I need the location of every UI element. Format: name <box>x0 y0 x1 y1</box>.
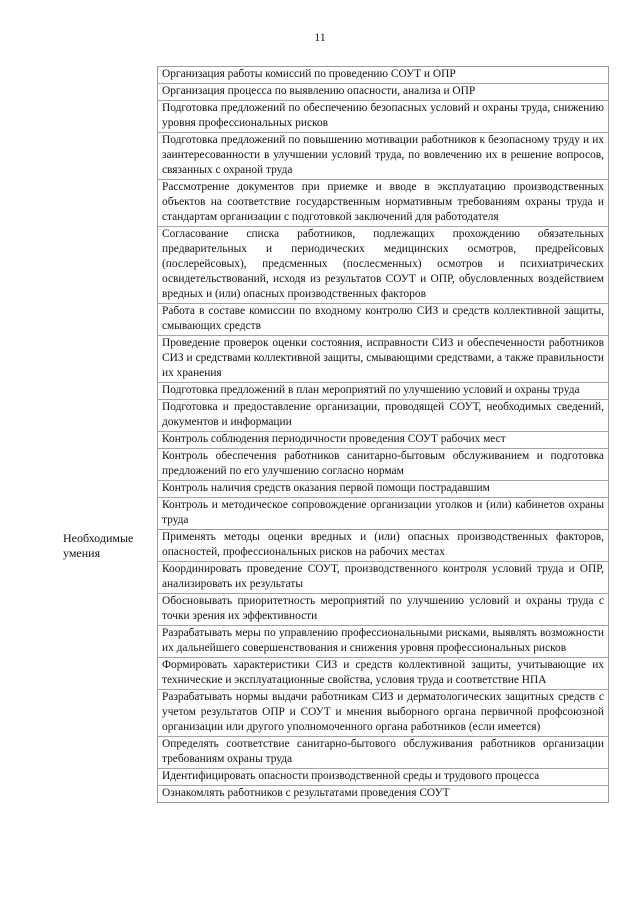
list-item: Согласование списка работников, подлежащих прохождению обязательных предварительных и периодических медицинских осмотров, предрейсовых (послерейсовых), предсменных (послесменных) осмотров и психиатрических освидетельствований, исходя из результатов СОУТ и ОПР, обусловленных воздействием вредных и (или) опасных производственных факторов <box>158 227 608 304</box>
section-label: Необходимые умения <box>63 531 134 560</box>
list-item: Разрабатывать меры по управлению профессиональными рисками, выявлять возможности их дальнейшего совершенствования и снижения уровня профессиональных рисков <box>158 626 608 658</box>
section-row-labor-functions <box>59 67 609 530</box>
list-item: Разрабатывать нормы выдачи работникам СИЗ и дерматологических защитных средств с учетом результатов ОПР и СОУТ и мнения выборного органа первичной профсоюзной организации или другого уполномоченного органа работников (если имеется) <box>158 690 608 737</box>
list-item: Идентифицировать опасности производственной среды и трудового процесса <box>158 769 608 786</box>
list-item: Обосновывать приоритетность мероприятий по улучшению условий и охраны труда с точки зрения их эффективности <box>158 594 608 626</box>
section-items-cell <box>158 530 609 803</box>
list-item: Организация работы комиссий по проведению СОУТ и ОПР <box>158 67 608 84</box>
section-label <box>59 67 157 68</box>
list-item: Координировать проведение СОУТ, производственного контроля условий труда и ОПР, анализировать их результаты <box>158 562 608 594</box>
list-item: Подготовка предложений по обеспечению безопасных условий и охраны труда, снижению уровня профессиональных рисков <box>158 101 608 133</box>
list-item: Контроль соблюдения периодичности проведения СОУТ рабочих мест <box>158 432 608 449</box>
section-items-cell <box>158 67 609 530</box>
list-item: Применять методы оценки вредных и (или) опасных производственных факторов, опасностей, профессиональных рисков на рабочих местах <box>158 530 608 562</box>
list-item: Подготовка и предоставление организации, проводящей СОУТ, необходимых сведений, документов и информации <box>158 400 608 432</box>
list-item: Контроль и методическое сопровождение организации уголков и (или) кабинетов охраны труда <box>162 499 604 526</box>
list-item: Организация процесса по выявлению опасности, анализа и ОПР <box>158 84 608 101</box>
list-item: Проведение проверок оценки состояния, исправности СИЗ и обеспеченности работников СИЗ и средствами коллективной защиты, смывающими средствами, а также правильности их хранения <box>158 336 608 383</box>
list-item: Контроль обеспечения работников санитарно-бытовым обслуживанием и подготовка предложений по его улучшению согласно нормам <box>158 449 608 481</box>
page-number: 11 <box>314 30 326 44</box>
section-label-cell <box>59 67 158 530</box>
list-item: Ознакомлять работников с результатами проведения СОУТ <box>162 787 450 799</box>
list-item: Формировать характеристики СИЗ и средств коллективной защиты, учитывающие их технические и эксплуатационные свойства, условия труда и соответствие НПА <box>158 658 608 690</box>
list-item: Определять соответствие санитарно-бытового обслуживания работников организации требованиям охраны труда <box>158 737 608 769</box>
section-row-required-skills <box>59 530 609 803</box>
list-item: Рассмотрение документов при приемке и вводе в эксплуатацию производственных объектов на соответствие государственным нормативным требованиям охраны труда и стандартам организации с подготовкой заключений для работодателя <box>158 180 608 227</box>
list-item: Контроль наличия средств оказания первой помощи пострадавшим <box>158 481 608 498</box>
list-item: Подготовка предложений в план мероприятий по улучшению условий и охраны труда <box>158 383 608 400</box>
list-item: Подготовка предложений по повышению мотивации работников к безопасному труду и их заинтересованности в улучшении условий труда, по вовлечению их в решение вопросов, связанных с охраной труда <box>158 133 608 180</box>
section-label-cell <box>59 530 158 803</box>
competency-table <box>58 66 609 803</box>
list-item: Работа в составе комиссии по входному контролю СИЗ и средств коллективной защиты, смывающих средств <box>158 304 608 336</box>
